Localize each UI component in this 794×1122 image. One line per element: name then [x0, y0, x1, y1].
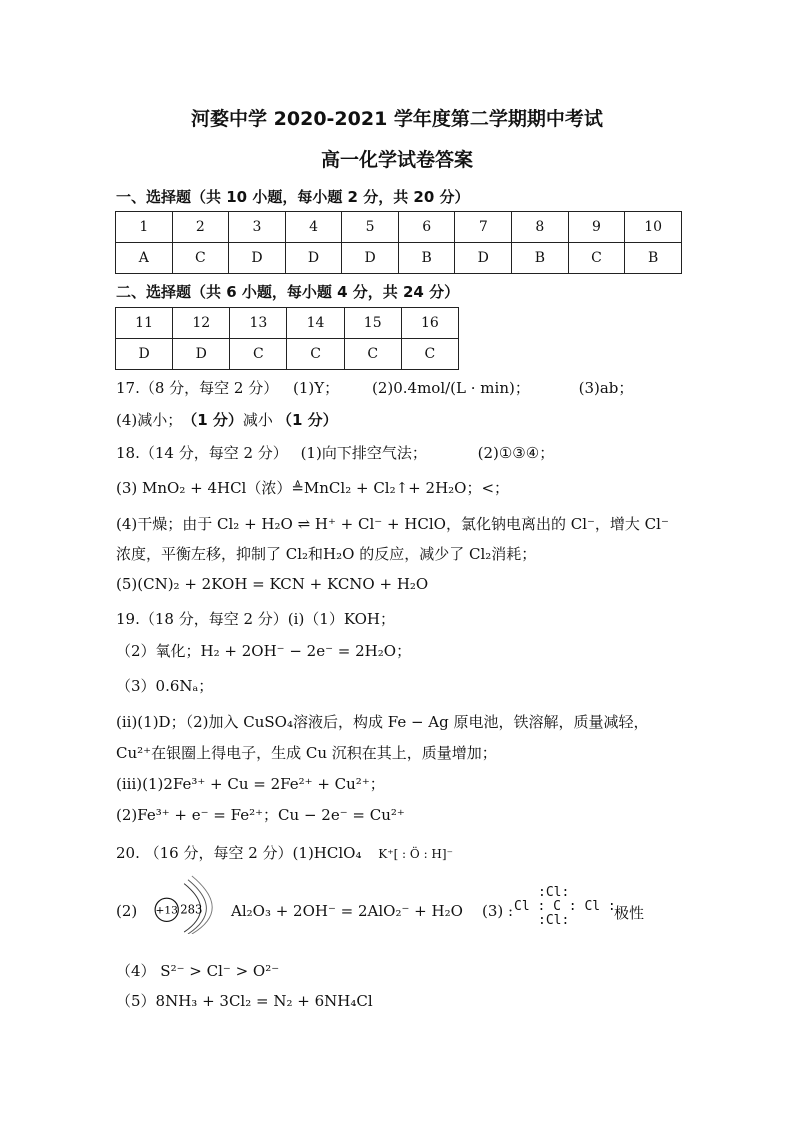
- table-row: [116, 212, 682, 243]
- answer-cell: B: [625, 243, 682, 274]
- answer-cell: D: [173, 339, 230, 370]
- table-row: [116, 308, 459, 339]
- q18-answer3: (3) MnO₂ + 4HCl（浓）≜MnCl₂ + Cl₂↑+ 2H₂O；<；: [116, 479, 510, 497]
- answer-cell: C: [230, 339, 287, 370]
- ccl4-middle: Cl : C : Cl :: [514, 899, 616, 914]
- q20-head: 20. （16 分，每空 2 分）(1)HClO₄: [116, 844, 362, 862]
- ccl4-electron-formula: [514, 886, 616, 928]
- answer-cell: D: [455, 243, 512, 274]
- section1-heading: 一、选择题（共 10 小题，每小题 2 分，共 20 分）: [116, 188, 470, 206]
- answer-cell: D: [342, 243, 399, 274]
- question-number: 3: [229, 212, 286, 243]
- q19-answer4-line2: Cu²⁺在银圈上得电子，生成 Cu 沉积在其上，质量增加；: [116, 744, 497, 762]
- answer-cell: D: [116, 339, 173, 370]
- q19-answer6: (2)Fe³⁺ + e⁻ = Fe²⁺；Cu − 2e⁻ = Cu²⁺: [116, 806, 405, 824]
- ccl4-bottom: :Cl:: [538, 913, 570, 928]
- page-subtitle: 高一化学试卷答案: [320, 149, 473, 171]
- answer-cell: C: [401, 339, 458, 370]
- q20-line1: [116, 842, 453, 863]
- question-number: 1: [116, 212, 173, 243]
- answer-cell: C: [568, 243, 625, 274]
- q18-answer2: (2)①③④；: [477, 444, 555, 462]
- answer-cell: D: [285, 243, 342, 274]
- q19-answer4-line1: (ii)(1)D；（2)加入 CuSO₄溶液后，构成 Fe − Ag 原电池，铁溶解，质量减轻，: [116, 713, 649, 731]
- section2-heading: 二、选择题（共 6 小题，每小题 4 分，共 24 分）: [116, 283, 460, 301]
- question-number: 8: [512, 212, 569, 243]
- table-row: [116, 243, 682, 274]
- nucleus-charge: +13: [155, 903, 178, 917]
- q20-part2-equation: Al₂O₃ + 2OH⁻ = 2AlO₂⁻ + H₂O: [231, 902, 463, 920]
- question-number: 12: [173, 308, 230, 339]
- answer-cell: C: [344, 339, 401, 370]
- question-number: 14: [287, 308, 344, 339]
- q17-answer2: (2)0.4mol/(L · min)；: [371, 379, 530, 397]
- table-row: [116, 339, 459, 370]
- question-number: 13: [230, 308, 287, 339]
- section2-answer-table: [115, 307, 459, 370]
- question-number: 5: [342, 212, 399, 243]
- q19-head: 19.（18 分，每空 2 分）(i)（1）KOH；: [116, 610, 396, 628]
- q17-answer3: (3)ab；: [578, 379, 634, 397]
- q17-answer4-score: （1 分）: [182, 411, 243, 429]
- electron-counts: 283: [180, 902, 203, 917]
- answer-cell: D: [229, 243, 286, 274]
- q19-answer2: （2）氧化；H₂ + 2OH⁻ − 2e⁻ = 2H₂O；: [116, 642, 412, 660]
- aluminum-atom-structure-icon: [138, 874, 238, 934]
- q18-answer4-line1: (4)干燥；由于 Cl₂ + H₂O ⇌ H⁺ + Cl⁻ + HClO，氯化钠电离出的 Cl⁻，增大 Cl⁻: [116, 515, 669, 533]
- answer-cell: C: [172, 243, 229, 274]
- q18-head: 18.（14 分，每空 2 分）: [116, 444, 288, 462]
- q19-answer5: (iii)(1)2Fe³⁺ + Cu = 2Fe²⁺ + Cu²⁺；: [116, 775, 385, 793]
- q20-answer4: （4） S²⁻ > Cl⁻ > O²⁻: [116, 962, 280, 980]
- q18-answer4-line2: 浓度，平衡左移，抑制了 Cl₂和H₂O 的反应，减少了 Cl₂消耗；: [116, 545, 537, 563]
- q17-head: 17.（8 分，每空 2 分）: [116, 379, 279, 397]
- ccl4-top: :Cl:: [538, 885, 570, 900]
- page-title: 河婺中学 2020-2021 学年度第二学期期中考试: [191, 108, 603, 130]
- q17-answer4: (4)减小；: [116, 411, 183, 429]
- q17-line2: [116, 409, 338, 430]
- answer-cell: C: [287, 339, 344, 370]
- q17-line1: [116, 377, 633, 398]
- q18-answer1: (1)向下排空气法；: [300, 444, 427, 462]
- question-number: 7: [455, 212, 512, 243]
- q19-answer3: （3）0.6Nₐ；: [116, 677, 214, 695]
- q20-part2-label: (2): [116, 902, 138, 920]
- q20-part3-label: (3) :: [482, 902, 514, 920]
- question-number: 16: [401, 308, 458, 339]
- q20-polarity: 极性: [614, 904, 645, 922]
- q17-answer5: 减小: [242, 411, 273, 429]
- question-number: 9: [568, 212, 625, 243]
- answer-cell: B: [512, 243, 569, 274]
- q20-answer5: （5）8NH₃ + 3Cl₂ = N₂ + 6NH₄Cl: [116, 992, 373, 1010]
- question-number: 15: [344, 308, 401, 339]
- question-number: 11: [116, 308, 173, 339]
- answer-cell: A: [116, 243, 173, 274]
- koh-electron-formula: K⁺[ : Ö : H]⁻: [378, 847, 453, 861]
- q17-answer5-score: （1 分）: [276, 411, 338, 429]
- q18-line1: [116, 442, 554, 463]
- question-number: 6: [398, 212, 455, 243]
- answer-cell: B: [398, 243, 455, 274]
- question-number: 10: [625, 212, 682, 243]
- question-number: 4: [285, 212, 342, 243]
- q18-answer5: (5)(CN)₂ + 2KOH = KCN + KCNO + H₂O: [116, 575, 429, 593]
- section1-answer-table: [115, 211, 682, 274]
- question-number: 2: [172, 212, 229, 243]
- q17-answer1: (1)Y；: [293, 379, 340, 397]
